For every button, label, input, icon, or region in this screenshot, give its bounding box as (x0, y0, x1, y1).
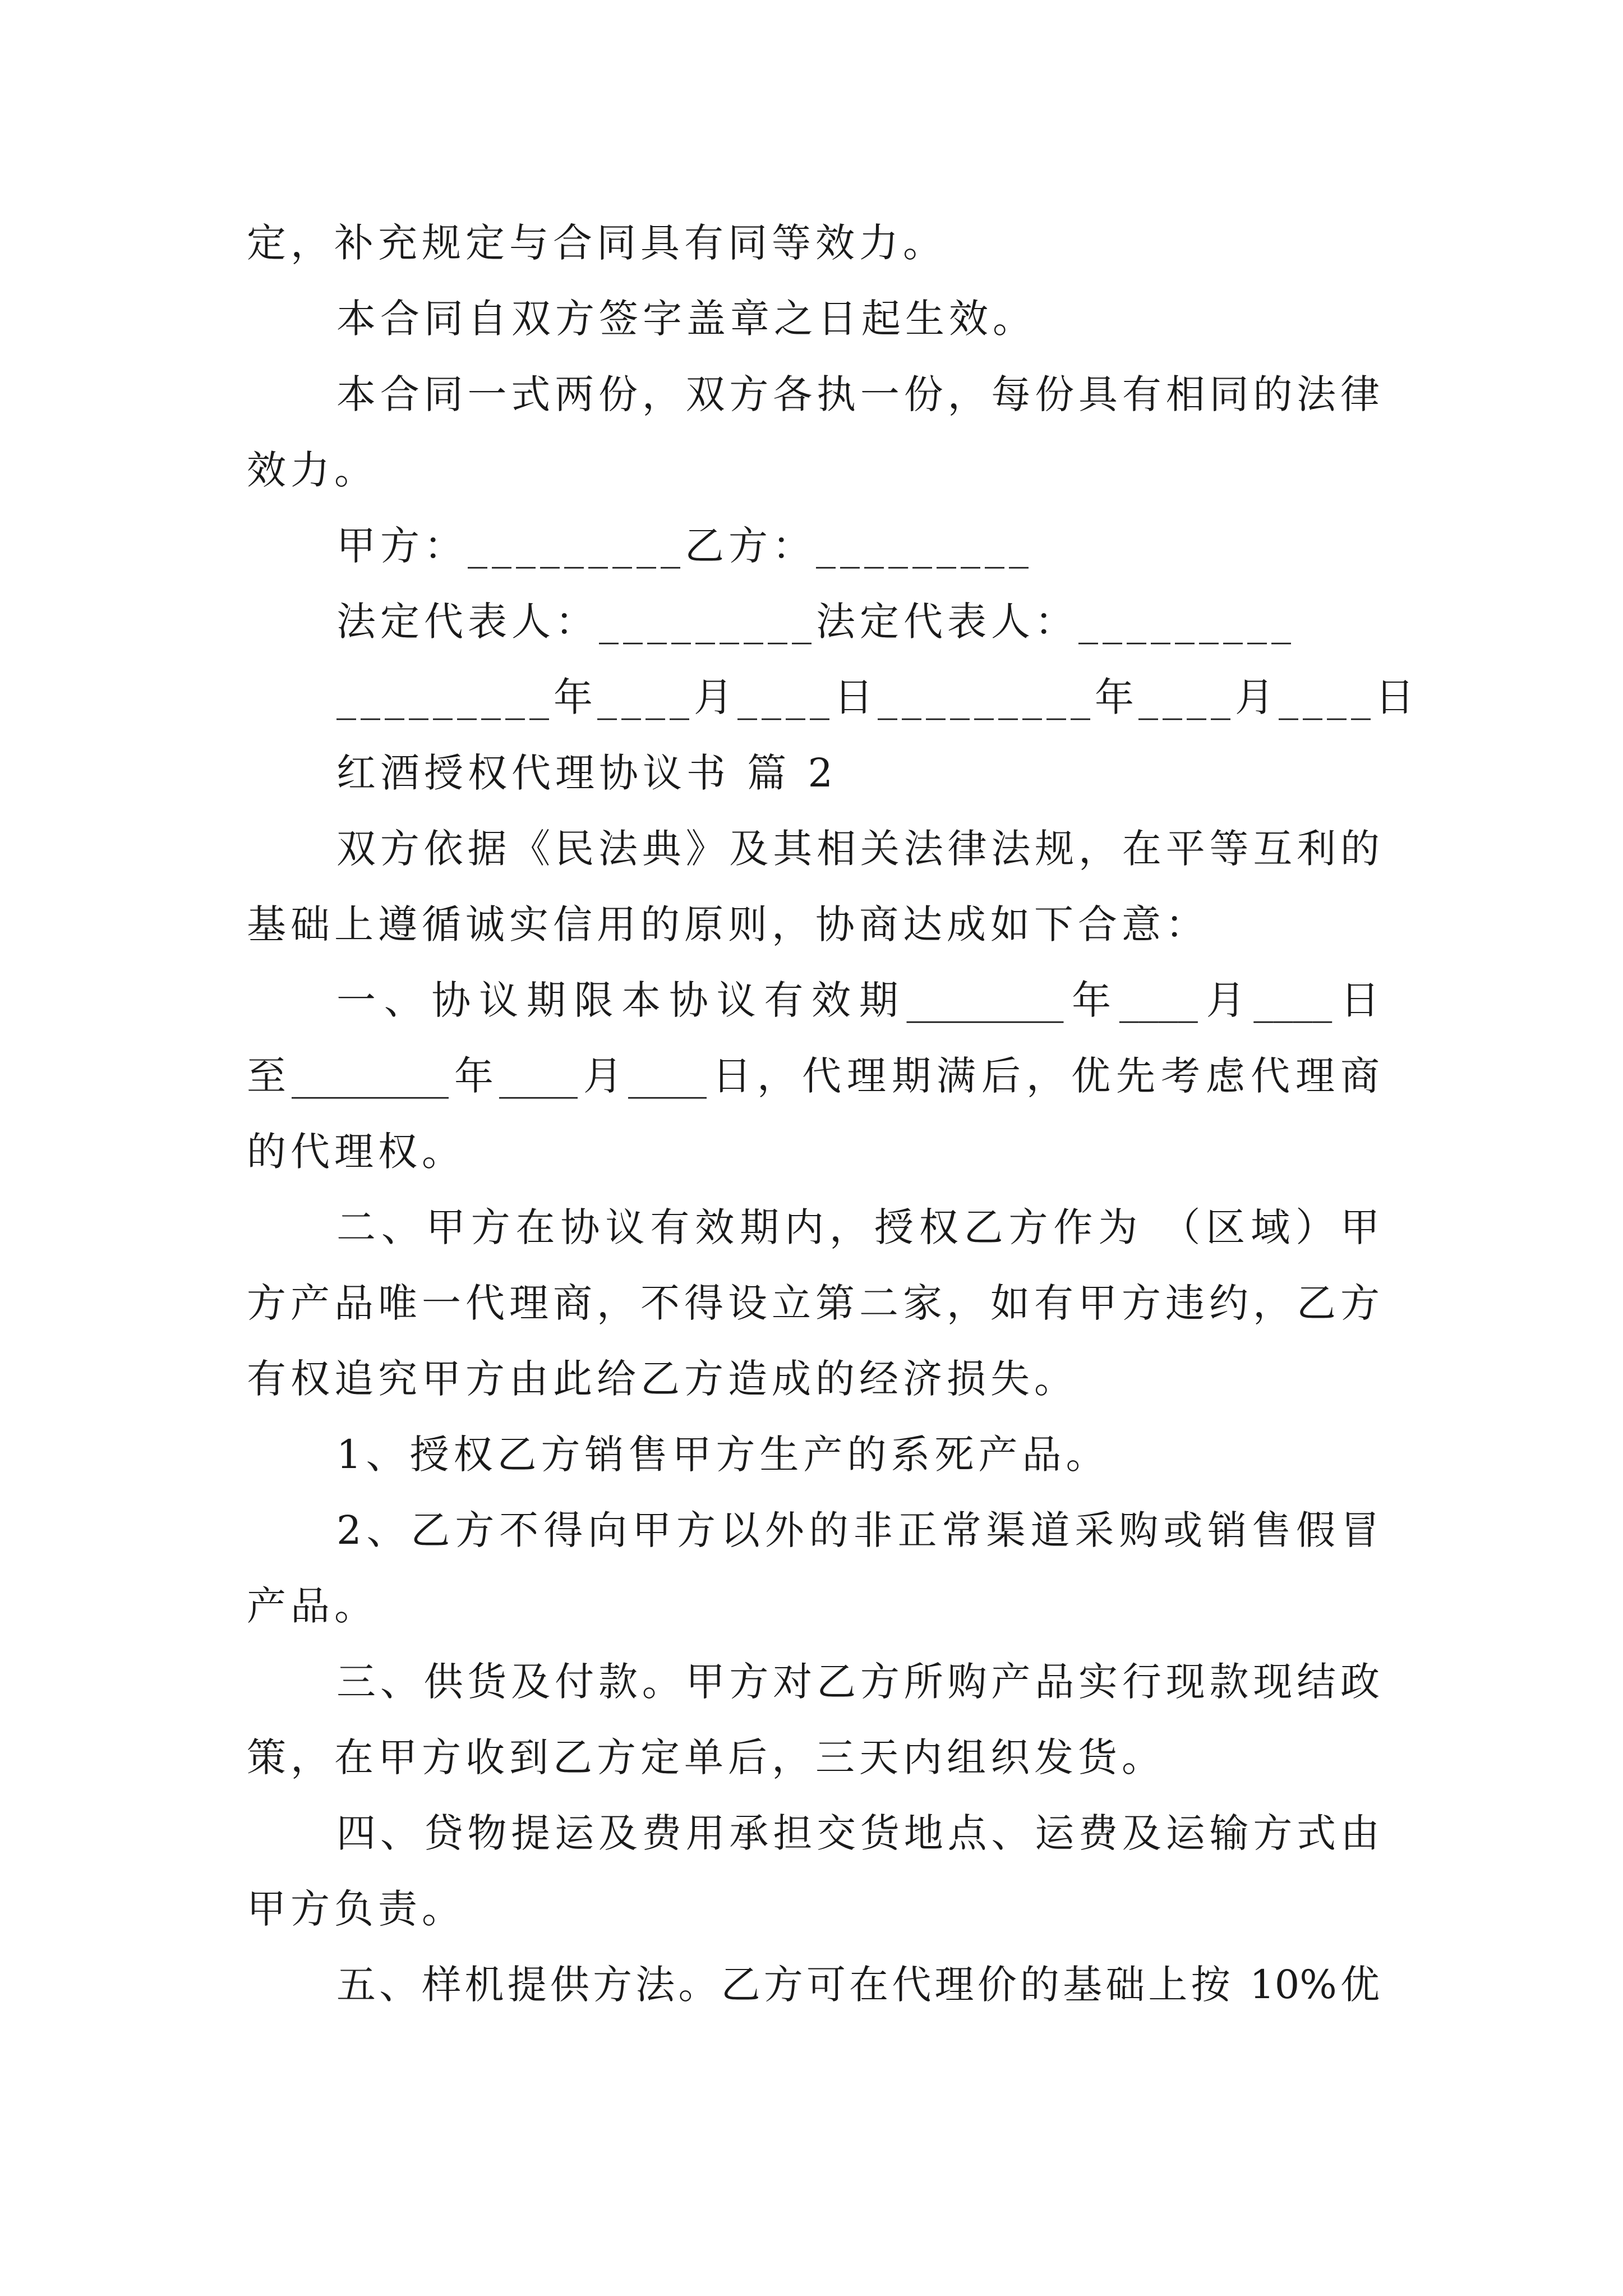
text-line-9: 双方依据《民法典》及其相关法律法规，在平等互利的 (336, 826, 1380, 872)
signature-party-line: 甲方：_________乙方：_________ (336, 523, 1033, 569)
text-line-19: 产品。 (247, 1583, 378, 1629)
text-line-20: 三、供货及付款。甲方对乙方所购产品实行现款现结政 (336, 1659, 1380, 1705)
text-line-24: 五、样机提供方法。乙方可在代理价的基础上按 10%优 (336, 1962, 1380, 2008)
signature-date-line: _________年____月____日_________年____月____日 (336, 674, 1419, 720)
text-line-16: 有权追究甲方由此给乙方造成的经济损失。 (247, 1356, 1078, 1402)
text-line-15: 方产品唯一代理商，不得设立第二家，如有甲方违约，乙方 (247, 1280, 1380, 1326)
text-line-4: 效力。 (247, 447, 378, 493)
text-line-21: 策，在甲方收到乙方定单后，三天内组织发货。 (247, 1734, 1165, 1780)
text-line-18: 2、乙方不得向甲方以外的非正常渠道采购或销售假冒 (336, 1507, 1380, 1553)
text-line-2: 本合同自双方签字盖章之日起生效。 (336, 296, 1036, 342)
text-line-1: 定，补充规定与合同具有同等效力。 (247, 220, 947, 266)
signature-representative-line: 法定代表人：_________法定代表人：_________ (336, 599, 1295, 645)
text-line-13: 的代理权。 (247, 1129, 465, 1175)
section-title: 红酒授权代理协议书 篇 2 (336, 750, 838, 796)
text-line-23: 甲方负责。 (247, 1886, 465, 1932)
text-line-11: 一、协议期限本协议有效期________年____月____日 (336, 977, 1380, 1023)
text-line-3: 本合同一式两份，双方各执一份，每份具有相同的法律 (336, 371, 1380, 417)
text-line-10: 基础上遵循诚实信用的原则，协商达成如下合意： (247, 901, 1209, 947)
text-line-14: 二、甲方在协议有效期内，授权乙方作为 （区域）甲 (336, 1204, 1380, 1250)
text-line-17: 1、授权乙方销售甲方生产的系死产品。 (336, 1432, 1110, 1478)
text-line-12: 至________年____月____日，代理期满后，优先考虑代理商 (247, 1053, 1380, 1099)
text-line-22: 四、贷物提运及费用承担交货地点、运费及运输方式由 (336, 1810, 1380, 1856)
